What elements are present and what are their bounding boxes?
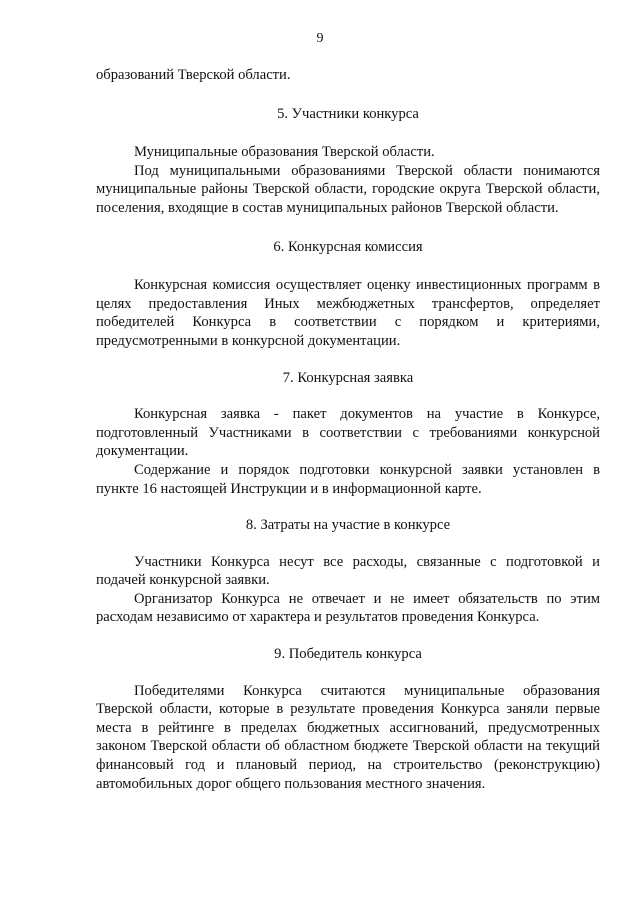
section-heading-winner: 9. Победитель конкурса: [274, 646, 422, 663]
paragraph: Участники Конкурса несут все расходы, связанные с подготовкой и подачей конкурсной заявки.: [96, 553, 600, 589]
section-heading-participants: 5. Участники конкурса: [277, 105, 419, 122]
paragraph: Организатор Конкурса не отвечает и не имеет обязательств по этим расходам независимо от характера и результатов проведения Конкурса.: [96, 590, 600, 626]
lead-paragraph: образований Тверской области.: [96, 67, 291, 83]
page-number: 9: [316, 31, 324, 46]
section-heading-commission: 6. Конкурсная комиссия: [273, 238, 423, 255]
paragraph: Победителями Конкурса считаются муниципальные образования Тверской области, которые в результате проведения Конкурса заняли первые места в рейтинге в пределах бюджетных ассигнований, предусмотренных законом Тверской области об областном бюджете Тверской области на текущий финансовый год и плановый период, на строительство (реконструкцию) автомобильных дорог общего пользования местного значения.: [96, 682, 600, 792]
paragraph: Конкурсная комиссия осуществляет оценку инвестиционных программ в целях предоставления Иных межбюджетных трансфертов, определяет победителей Конкурса в соответствии с порядком и критериями, предусмотренными в конкурсной документации.: [96, 277, 600, 349]
paragraph: Конкурсная заявка - пакет документов на участие в Конкурсе, подготовленный Участниками в соответствии с требованиями конкурсной документации.: [96, 406, 600, 460]
section-heading-application: 7. Конкурсная заявка: [282, 369, 414, 386]
section-heading-costs: 8. Затраты на участие в конкурсе: [245, 517, 451, 534]
paragraph: Муниципальные образования Тверской области.: [134, 144, 435, 161]
paragraph: Под муниципальными образованиями Тверской области понимаются муниципальные районы Тверской области, городские округа Тверской области, поселения, входящие в состав муниципальных районов Тверской области.: [96, 162, 600, 216]
document-body: [96, 66, 600, 793]
paragraph: Содержание и порядок подготовки конкурсной заявки установлен в пункте 16 настоящей Инструкции и в информационной карте.: [96, 461, 600, 497]
